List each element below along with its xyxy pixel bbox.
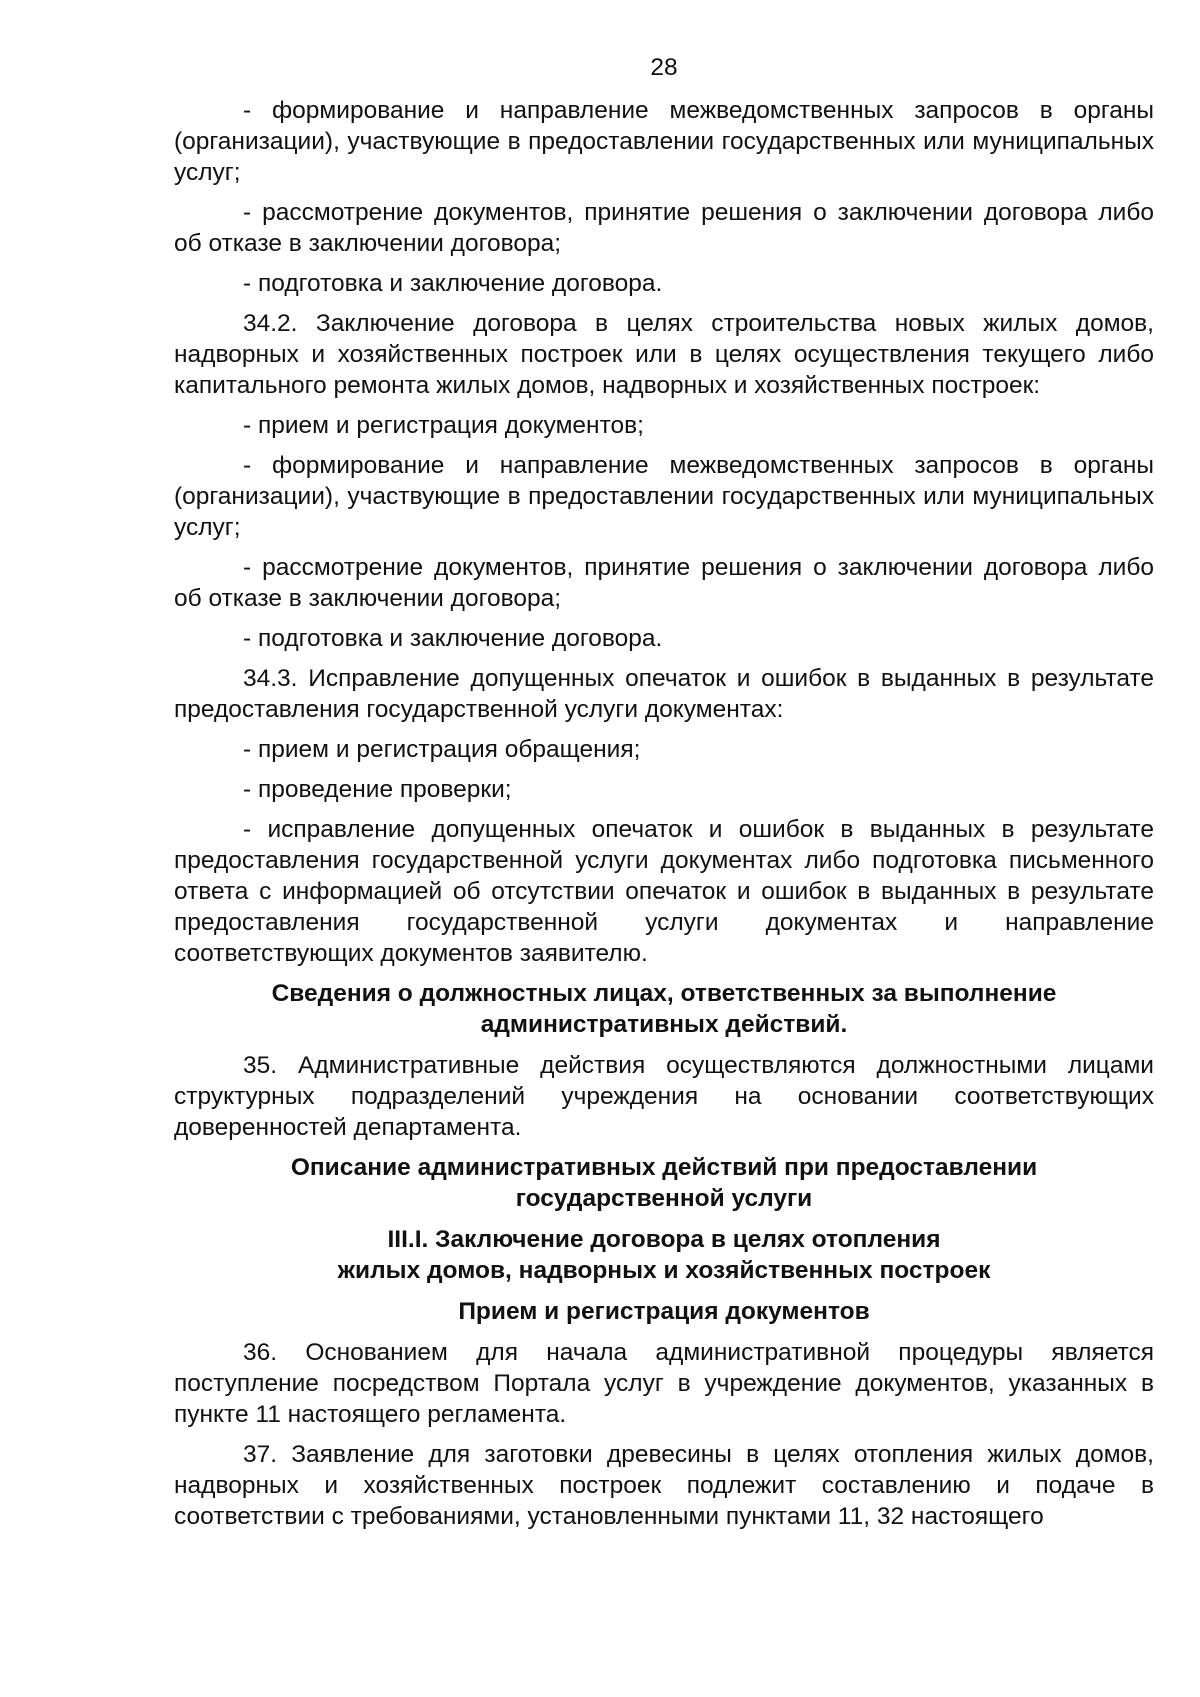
heading-reception xyxy=(174,1296,1154,1327)
paragraph-bullet-check: - проведение проверки; xyxy=(243,776,512,803)
heading-officials-line-1: Сведения о должностных лицах, ответственных за выполнение xyxy=(271,980,1057,1007)
heading-section-line-1: III.I. Заключение договора в целях отопления xyxy=(387,1226,941,1253)
heading-section-3-1 xyxy=(174,1224,1154,1286)
paragraph-37: 37. Заявление для заготовки древесины в целях отопления жилых домов, надворных и хозяйственных построек подлежит составлению и подаче в соответствии с требованиями, установленными пунктами 11, 32 настоящего xyxy=(174,1441,1154,1530)
paragraph-34-2: 34.2. Заключение договора в целях строительства новых жилых домов, надворных и хозяйственных построек или в целях осуществления текущего либо капитального ремонта жилых домов, надворных и хозяйственных построек: xyxy=(174,310,1154,399)
paragraph-bullet-reception: - прием и регистрация документов; xyxy=(243,412,644,439)
page-number: 28 xyxy=(650,54,678,81)
heading-description-line-1: Описание административных действий при предоставлении xyxy=(290,1154,1038,1181)
paragraph-35: 35. Административные действия осуществляются должностными лицами структурных подразделений учреждения на основании соответствующих доверенностей департамента. xyxy=(174,1052,1154,1141)
heading-section-line-2: жилых домов, надворных и хозяйственных построек xyxy=(337,1257,991,1284)
paragraph-bullet-correction: - исправление допущенных опечаток и ошибок в выданных в результате предоставления государственной услуги документах либо подготовка письменного ответа с информацией об отсутствии опечаток и ошибок в выданных в результате предоставления государственной услуги документах и направление соответствующих документов заявителю. xyxy=(174,816,1154,967)
paragraph-36: 36. Основанием для начала административной процедуры является поступление посредством Портала услуг в учреждение документов, указанных в пункте 11 настоящего регламента. xyxy=(174,1339,1154,1428)
paragraph-34-3: 34.3. Исправление допущенных опечаток и ошибок в выданных в результате предоставления государственной услуги документах: xyxy=(174,665,1154,723)
heading-reception-line: Прием и регистрация документов xyxy=(458,1298,870,1325)
heading-description xyxy=(174,1152,1154,1214)
document-page xyxy=(174,52,1154,1541)
heading-description-line-2: государственной услуги xyxy=(515,1185,813,1212)
paragraph-bullet-appeal: - прием и регистрация обращения; xyxy=(243,736,641,763)
paragraph-bullet-review-2: - рассмотрение документов, принятие решения о заключении договора либо об отказе в заключении договора; xyxy=(174,554,1154,612)
heading-officials-line-2: административных действий. xyxy=(480,1011,848,1038)
paragraph-bullet-requests: - формирование и направление межведомственных запросов в органы (организации), участвующие в предоставлении государственных или муниципальных услуг; xyxy=(174,97,1154,186)
paragraph-bullet-conclusion: - подготовка и заключение договора. xyxy=(243,270,663,297)
paragraph-bullet-requests-2: - формирование и направление межведомственных запросов в органы (организации), участвующие в предоставлении государственных или муниципальных услуг; xyxy=(174,452,1154,541)
heading-officials xyxy=(174,978,1154,1040)
paragraph-bullet-review: - рассмотрение документов, принятие решения о заключении договора либо об отказе в заключении договора; xyxy=(174,199,1154,257)
paragraph-bullet-conclusion-2: - подготовка и заключение договора. xyxy=(243,625,663,652)
